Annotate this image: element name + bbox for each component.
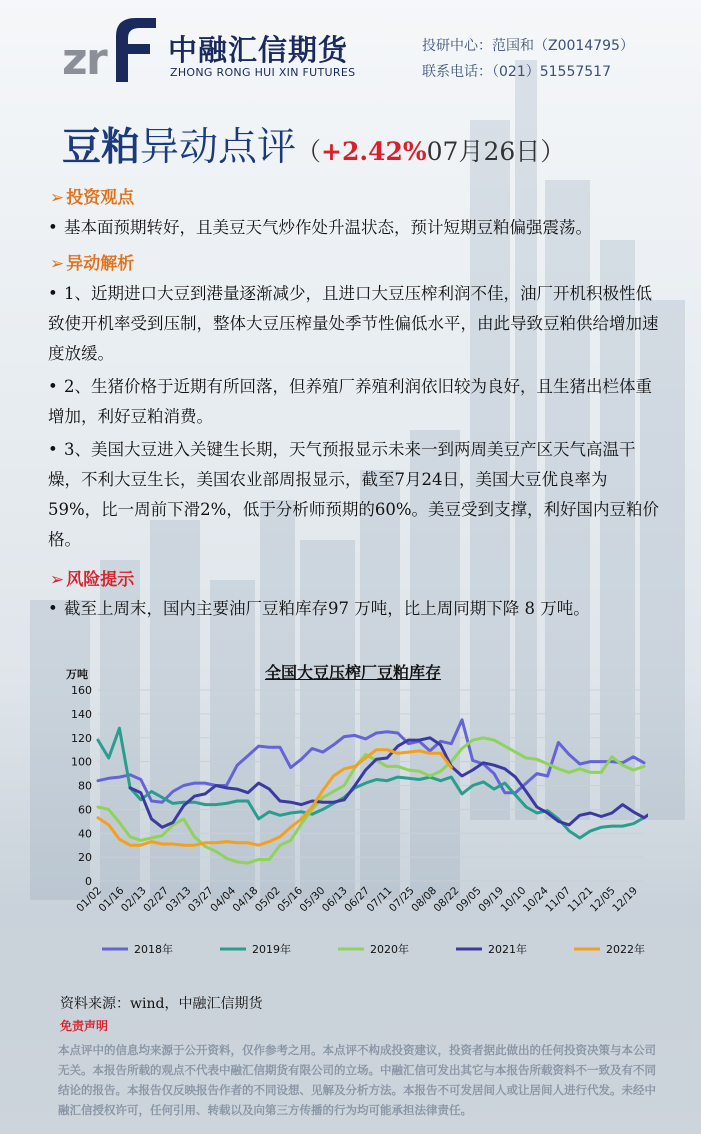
bullet-icon: • — [48, 599, 58, 618]
y-tick-label: 40 — [78, 827, 92, 841]
analysis-paragraph-1 — [48, 279, 660, 369]
title-product: 豆粕 — [62, 125, 141, 170]
x-tick-label: 05/02 — [252, 884, 283, 915]
contact-research: 投研中心：范国和（Z0014795） — [422, 38, 634, 54]
analysis-paragraph-3 — [48, 435, 660, 555]
x-tick-label: 08/08 — [409, 884, 440, 915]
x-tick-label: 03/27 — [185, 884, 216, 915]
x-tick-label: 02/13 — [118, 884, 149, 915]
x-tick-label: 10/10 — [498, 884, 529, 915]
x-tick-label: 07/11 — [364, 884, 395, 915]
x-tick-label: 01/02 — [74, 884, 105, 915]
y-tick-label: 120 — [71, 731, 92, 745]
risk-paragraph — [48, 594, 660, 624]
bullet-icon: • — [48, 377, 58, 396]
contact-block — [422, 33, 634, 85]
x-tick-label: 09/19 — [476, 884, 507, 915]
chart-title: 全国大豆压榨厂豆粕库存 — [264, 663, 441, 682]
analysis-text-3: 3、美国大豆进入关键生长期，天气预报显示未来一到两周美豆产区天气高温干燥，不利大豆生长，美国农业部周报显示，截至7月24日，美国大豆优良率为59%，比一周前下滑2%，低于分析师预期的60%。美豆受到支撑，利好国内豆粕价格。 — [48, 440, 660, 549]
x-tick-label: 12/05 — [587, 884, 618, 915]
y-tick-label: 140 — [71, 707, 92, 721]
x-tick-label: 10/24 — [520, 884, 551, 915]
arrow-icon: ➢ — [50, 254, 65, 274]
x-tick-label: 12/19 — [610, 884, 641, 915]
view-text: 基本面预期转好，且美豆天气炒作处升温状态，预计短期豆粕偏强震荡。 — [64, 218, 592, 237]
title-change: +2.42% — [321, 137, 427, 166]
x-tick-label: 02/27 — [141, 884, 172, 915]
y-tick-label: 80 — [78, 779, 92, 793]
x-tick-label: 06/27 — [342, 884, 373, 915]
bullet-icon: • — [48, 284, 58, 303]
logo-english-name: ZHONG RONG HUI XIN FUTURES — [170, 66, 356, 79]
arrow-icon: ➢ — [50, 570, 65, 590]
section-analysis-title — [50, 249, 134, 274]
section-analysis-label: 异动解析 — [66, 254, 135, 274]
analysis-text-1: 1、近期进口大豆到港量逐渐减少，且进口大豆压榨利润不佳，油厂开机积极性低致使开机率受到压制，整体大豆压榨量处季节性偏低水平，由此导致豆粕供给增加速度放缓。 — [48, 284, 659, 363]
chart-canvas — [58, 652, 648, 977]
logo-chinese-name: 中融汇信期货 — [168, 33, 349, 67]
bullet-icon: • — [48, 218, 58, 237]
y-tick-label: 0 — [85, 875, 92, 888]
series-line-2018年 — [98, 720, 644, 802]
x-tick-label: 01/16 — [96, 884, 127, 915]
x-tick-label: 09/05 — [453, 884, 484, 915]
y-tick-label: 100 — [71, 755, 92, 769]
contact-phone: 联系电话：（021）51557517 — [422, 64, 611, 80]
page-title — [62, 116, 565, 172]
legend-label: 2018年 — [134, 943, 173, 956]
legend-label: 2020年 — [370, 943, 409, 956]
svg-text:r: r — [86, 34, 108, 84]
x-tick-label: 04/18 — [230, 884, 261, 915]
analysis-paragraph-2 — [48, 372, 660, 432]
section-view-label: 投资观点 — [66, 188, 135, 208]
x-tick-label: 04/04 — [208, 884, 239, 915]
y-tick-label: 60 — [78, 803, 92, 817]
y-tick-label: 160 — [71, 684, 92, 697]
disclaimer-text: 本点评中的信息均来源于公开资料，仅作参考之用。本点评不构成投资建议，投资者据此做出的任何投资决策与本公司无关。本报告所载的观点不代表中融汇信期货有限公司的立场。中融汇信可发出其它与本报告所载资料不一致及有不同结论的报告。本报告仅反映报告作者的不同设想、见解及分析方法。本报告不可发居间人或让居间人进行代发。未经中融汇信授权许可，任何引用、转载以及向第三方传播的行为均可能承担法律责任。 — [58, 1043, 656, 1117]
x-tick-label: 05/16 — [275, 884, 306, 915]
x-tick-label: 11/07 — [543, 884, 574, 915]
arrow-icon: ➢ — [50, 188, 65, 208]
legend-label: 2022年 — [606, 943, 645, 956]
x-tick-label: 11/21 — [565, 884, 596, 915]
data-source: 资料来源：wind，中融汇信期货 — [60, 996, 263, 1012]
x-tick-label: 06/13 — [319, 884, 350, 915]
bullet-icon: • — [48, 440, 58, 459]
title-date: 07月26日） — [426, 137, 566, 166]
zrhx-logo-mark — [60, 14, 160, 84]
view-paragraph — [48, 213, 660, 243]
section-risk-title — [50, 565, 134, 590]
disclaimer-title: 免责声明 — [60, 1019, 109, 1033]
x-tick-label: 08/22 — [431, 884, 462, 915]
section-risk-label: 风险提示 — [66, 570, 135, 590]
analysis-text-2: 2、生猪价格于近期有所回落，但养殖厂养殖利润依旧较为良好，且生猪出栏体重增加，利好豆粕消费。 — [48, 377, 652, 426]
title-paren: （ — [296, 137, 322, 166]
risk-text: 截至上周末，国内主要油厂豆粕库存97 万吨，比上周同期下降 8 万吨。 — [64, 599, 590, 618]
inventory-chart — [58, 652, 648, 977]
company-logo — [60, 14, 380, 84]
x-tick-label: 03/13 — [163, 884, 194, 915]
x-tick-label: 05/30 — [297, 884, 328, 915]
legend-label: 2019年 — [252, 943, 291, 956]
legend-label: 2021年 — [488, 943, 527, 956]
y-axis-unit: 万吨 — [66, 668, 88, 681]
title-subject: 异动点评 — [140, 125, 297, 170]
y-tick-label: 20 — [78, 851, 92, 865]
x-tick-label: 07/25 — [386, 884, 417, 915]
svg-text:z: z — [62, 34, 88, 84]
section-view-title — [50, 183, 134, 208]
